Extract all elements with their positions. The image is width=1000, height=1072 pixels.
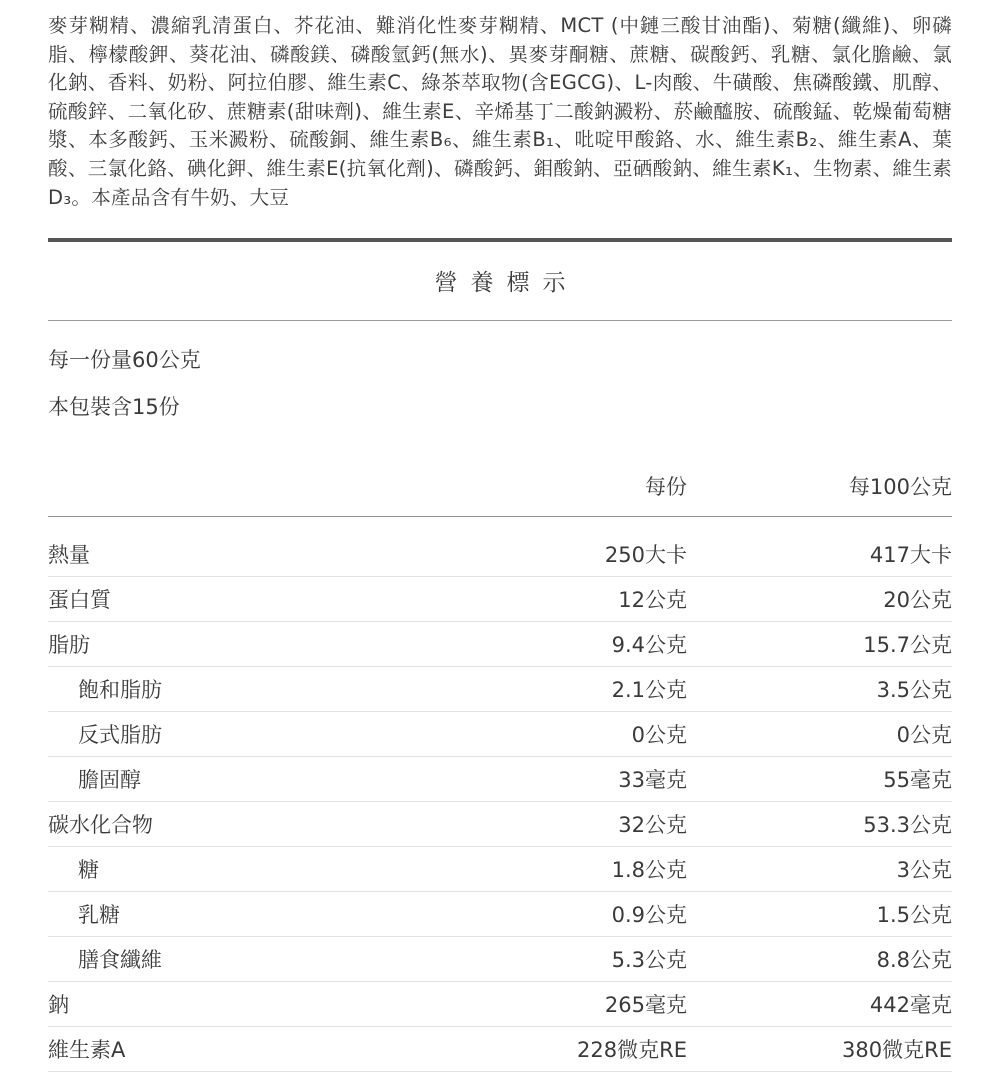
row-per-100g: 442毫克 [869, 993, 952, 1018]
row-per-serving: 0公克 [631, 723, 687, 748]
row-per-100g: 3公克 [896, 858, 952, 883]
row-label: 鈉 [48, 993, 69, 1018]
table-row-cholesterol [48, 757, 952, 802]
table-row-trans-fat [48, 712, 952, 757]
row-per-100g: 55毫克 [883, 768, 952, 793]
table-row-vitamin-a [48, 1027, 952, 1072]
table-row-carbohydrate [48, 802, 952, 847]
row-per-100g: 20公克 [883, 588, 952, 613]
row-label: 反式脂肪 [78, 723, 162, 748]
table-header-row [48, 471, 952, 517]
table-row-sodium [48, 982, 952, 1027]
row-label: 脂肪 [48, 633, 90, 658]
nutrition-table-body [48, 532, 952, 1072]
row-per-100g: 380微克RE [842, 1038, 952, 1063]
row-label: 維生素A [48, 1038, 126, 1063]
row-per-serving: 228微克RE [577, 1038, 687, 1063]
table-row-protein [48, 577, 952, 622]
serving-size-text: 每一份量60公克 [48, 348, 201, 373]
row-per-serving: 250大卡 [604, 543, 687, 568]
row-per-100g: 417大卡 [869, 543, 952, 568]
row-label: 蛋白質 [48, 588, 111, 613]
row-label: 碳水化合物 [48, 813, 153, 838]
row-per-serving: 265毫克 [604, 993, 687, 1018]
column-header-per-100g: 每100公克 [848, 475, 952, 500]
row-per-serving: 2.1公克 [611, 678, 687, 703]
column-header-per-serving: 每份 [645, 475, 687, 500]
row-per-serving: 9.4公克 [611, 633, 687, 658]
row-label: 膽固醇 [78, 768, 141, 793]
table-row-dietary-fiber [48, 937, 952, 982]
row-per-serving: 5.3公克 [611, 948, 687, 973]
row-label: 熱量 [48, 543, 90, 568]
row-per-100g: 8.8公克 [876, 948, 952, 973]
divider-under-title [48, 320, 952, 321]
table-row-sugar [48, 847, 952, 892]
divider-thick [48, 238, 952, 242]
table-row-lactose [48, 892, 952, 937]
row-per-serving: 1.8公克 [611, 858, 687, 883]
row-per-serving: 33毫克 [618, 768, 687, 793]
row-per-100g: 53.3公克 [863, 813, 952, 838]
row-per-serving: 12公克 [618, 588, 687, 613]
row-label: 糖 [78, 858, 99, 883]
table-row-saturated-fat [48, 667, 952, 712]
table-row-fat [48, 622, 952, 667]
row-per-100g: 15.7公克 [863, 633, 952, 658]
nutrition-facts-title: 營養標示 [434, 270, 579, 297]
ingredients-text: 麥芽糊精、濃縮乳清蛋白、芥花油、難消化性麥芽糊精、MCT (中鏈三酸甘油酯)、菊糖(纖維)、卵磷脂、檸檬酸鉀、葵花油、磷酸鎂、磷酸氫鈣(無水)、異麥芽酮糖、蔗糖、碳酸鈣、乳糖、氯化膽鹼、氯化鈉、香料、奶粉、阿拉伯膠、維生素C、綠茶萃取物(含EGCG)、L-肉酸、牛磺酸、焦磷酸鐵、肌醇、硫酸鋅、二氧化矽、蔗糖素(甜味劑)、維生素E、辛烯基丁二酸鈉澱粉、菸鹼醯胺、硫酸錳、乾燥葡萄糖漿、本多酸鈣、玉米澱粉、硫酸銅、維生素B₆、維生素B₁、吡啶甲酸鉻、水、維生素B₂、維生素A、葉酸、三氯化鉻、碘化鉀、維生素E(抗氧化劑)、磷酸鈣、鉬酸鈉、亞硒酸鈉、維生素K₁、生物素、維生素D₃。本產品含有牛奶、大豆 [48, 14, 952, 209]
row-label: 膳食纖維 [78, 948, 162, 973]
row-per-100g: 1.5公克 [876, 903, 952, 928]
row-label: 乳糖 [78, 903, 120, 928]
servings-per-pack-text: 本包裝含15份 [48, 395, 180, 420]
row-label: 飽和脂肪 [78, 678, 162, 703]
row-per-serving: 32公克 [618, 813, 687, 838]
table-row-calories [48, 532, 952, 577]
row-per-serving: 0.9公克 [611, 903, 687, 928]
row-per-100g: 3.5公克 [876, 678, 952, 703]
row-per-100g: 0公克 [896, 723, 952, 748]
